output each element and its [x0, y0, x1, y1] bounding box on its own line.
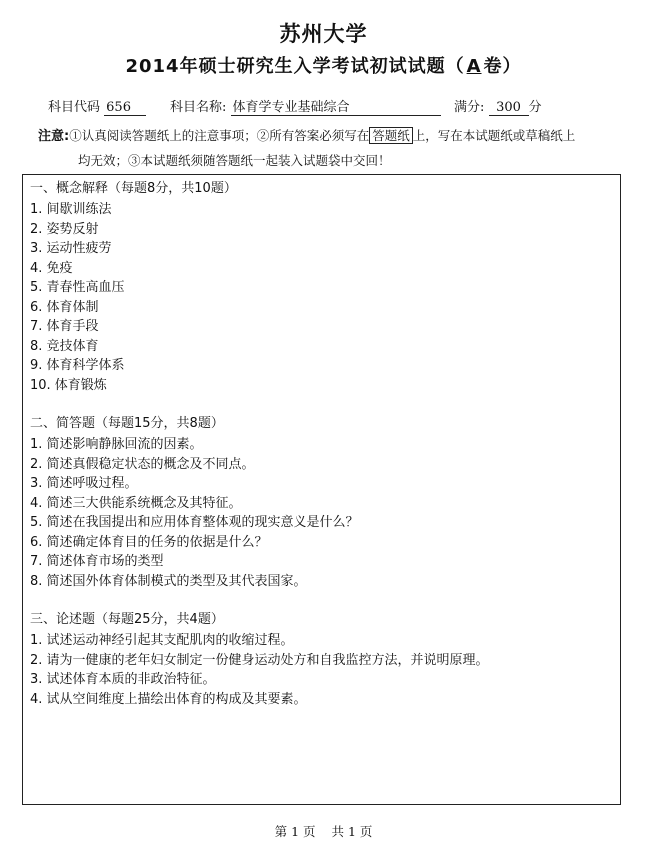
question-item: 5. 青春性高血压 [30, 280, 125, 295]
section-heading: 一、概念解释（每题8分，共10题） [30, 181, 237, 196]
question-item: 7. 简述体育市场的类型 [30, 554, 164, 569]
question-item: 7. 体育手段 [30, 319, 99, 334]
subject-code-label: 科目代码 [48, 100, 101, 115]
notice-part-2: 上，写在本试题纸或草稿纸上 [412, 128, 576, 143]
question-item: 6. 体育体制 [30, 299, 99, 315]
question-item: 5. 简述在我国提出和应用体育整体观的现实意义是什么？ [30, 515, 359, 530]
page-number: 第 1 页 [274, 824, 316, 839]
question-item: 4. 简述三大供能系统概念及其特征。 [30, 495, 242, 511]
subject-meta-row [40, 96, 607, 114]
section-gap [30, 591, 610, 609]
subject-name [170, 96, 441, 116]
full-score-label: 满分: [454, 100, 485, 115]
question-item: 1. 试述运动神经引起其支配肌肉的收缩过程。 [30, 633, 294, 648]
subject-name-label: 科目名称: [170, 100, 227, 115]
subject-code-value: 656 [104, 100, 146, 116]
exam-title-prefix: 2014年硕士研究生入学考试初试试题（ [125, 56, 465, 77]
question-item: 9. 体育科学体系 [30, 358, 125, 373]
full-score-value: 300 [489, 100, 529, 116]
subject-code [48, 96, 146, 116]
section-essay [30, 609, 610, 709]
subject-name-value: 体育学专业基础综合 [231, 96, 441, 116]
question-item: 2. 简述真假稳定状态的概念及不同点。 [30, 456, 255, 472]
question-item: 6. 简述确定体育目的任务的依据是什么？ [30, 534, 268, 550]
notice-part-1: ①认真阅读答题纸上的注意事项；②所有答案必须写在 [69, 128, 370, 143]
exam-notice [38, 124, 617, 173]
section-short-answer [30, 413, 610, 591]
page-total: 共 1 页 [331, 824, 373, 839]
exam-title-suffix: 卷） [483, 56, 522, 77]
full-score-unit: 分 [528, 100, 542, 115]
question-item: 10. 体育锻炼 [30, 377, 107, 393]
university-name: 苏州大学 [279, 22, 368, 46]
notice-boxed-answer-sheet: 答题纸 [369, 127, 413, 144]
question-item: 3. 运动性疲劳 [30, 241, 112, 256]
section-heading: 三、论述题（每题25分，共4题） [30, 612, 224, 627]
full-score [454, 96, 542, 116]
question-item: 2. 请为一健康的老年妇女制定一份健身运动处方和自我监控方法，并说明原理。 [30, 652, 489, 668]
question-item: 1. 简述影响静脉回流的因素。 [30, 437, 203, 452]
question-item: 2. 姿势反射 [30, 221, 99, 237]
page-footer [0, 822, 647, 840]
section-gap [30, 395, 610, 413]
question-item: 8. 简述国外体育体制模式的类型及其代表国家。 [30, 573, 307, 589]
notice-label: 注意: [38, 129, 70, 144]
question-item: 3. 试述体育本质的非政治特征。 [30, 672, 216, 687]
paper-label: A [466, 56, 482, 77]
notice-line-2: 均无效；③本试题纸须随答题纸一起装入试题袋中交回！ [78, 153, 391, 168]
question-item: 4. 免疫 [30, 260, 73, 276]
notice-line-1 [38, 124, 617, 149]
section-concepts [30, 178, 610, 395]
section-heading: 二、简答题（每题15分，共8题） [30, 416, 224, 431]
exam-title [0, 52, 647, 78]
question-item: 8. 竞技体育 [30, 338, 99, 354]
question-item: 1. 间歇训练法 [30, 202, 112, 217]
question-item: 3. 简述呼吸过程。 [30, 476, 138, 491]
question-content [30, 178, 610, 709]
question-item: 4. 试从空间维度上描绘出体育的构成及其要素。 [30, 691, 307, 707]
